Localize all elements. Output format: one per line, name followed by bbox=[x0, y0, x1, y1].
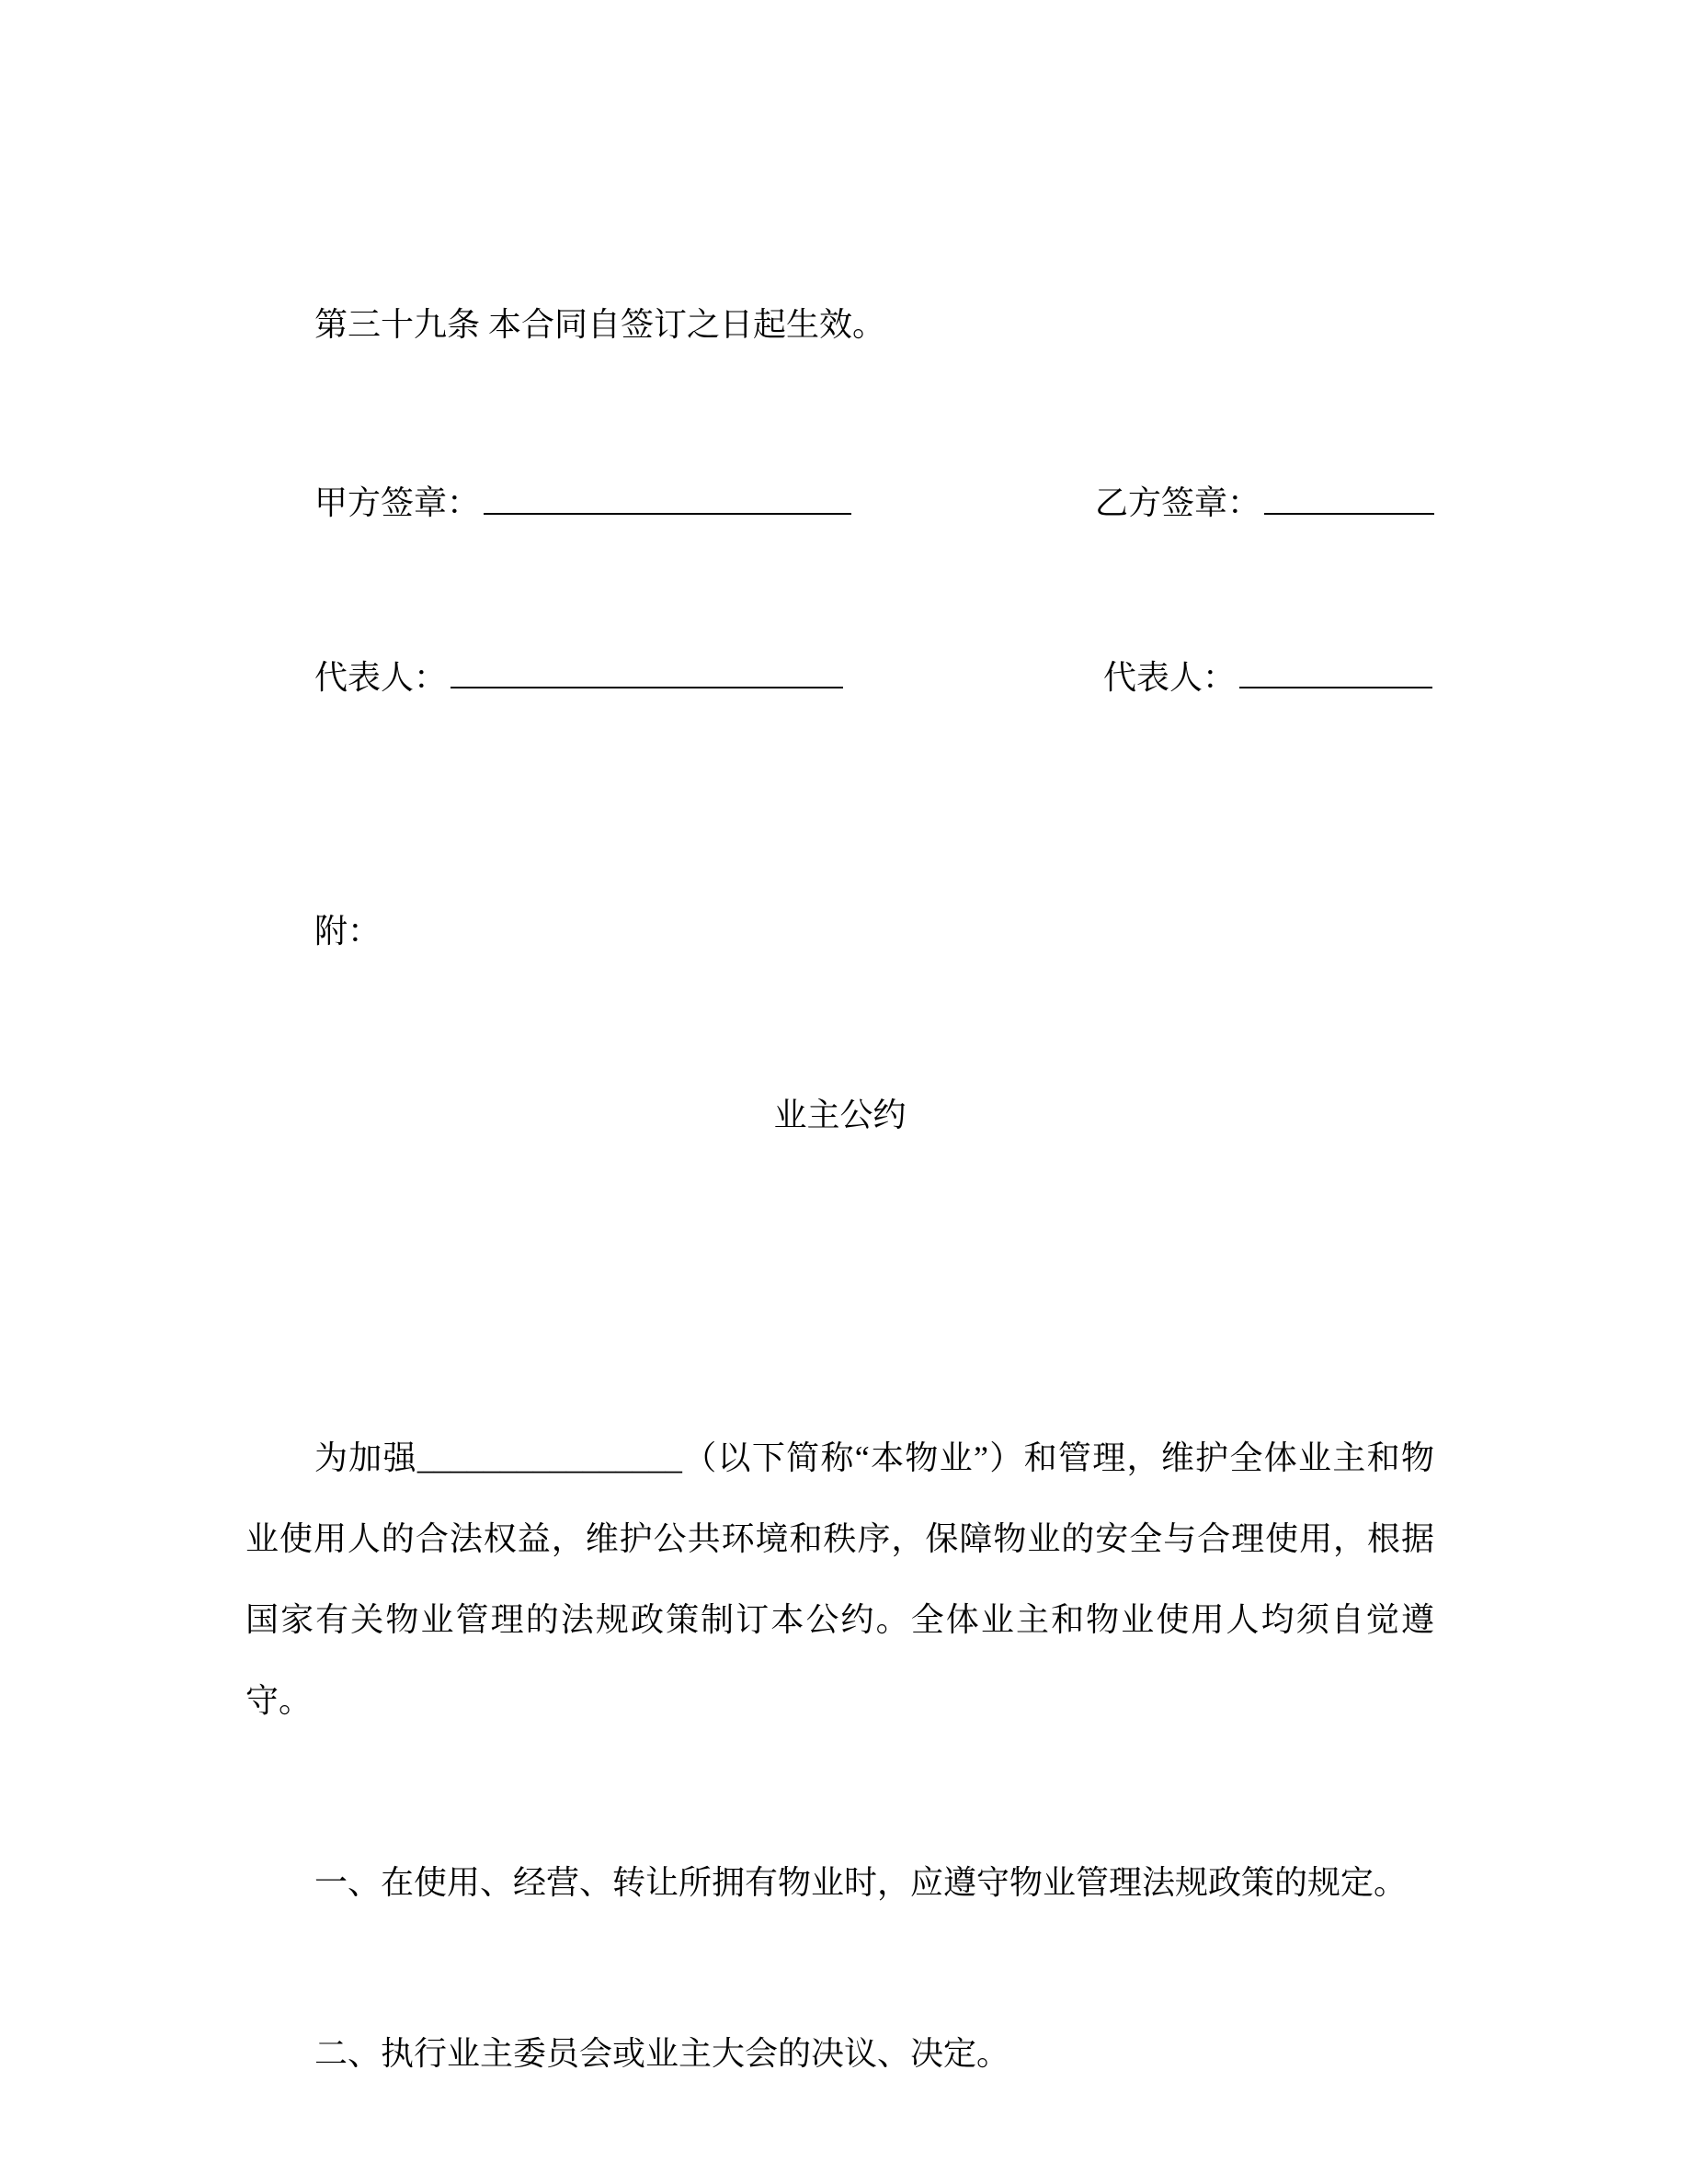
party-b-rep-label: 代表人： bbox=[1103, 659, 1237, 697]
clause-1-text: 一、在使用、经营、转让所拥有物业时，应遵守物业管理法规政策的规定。 bbox=[314, 1864, 1408, 1902]
clause-2-text: 二、执行业主委员会或业主大会的决议、决定。 bbox=[314, 2034, 1010, 2072]
party-a-rep-blank-line bbox=[451, 655, 843, 688]
party-a-rep-label: 代表人： bbox=[314, 659, 448, 697]
intro-paragraph: 为加强________________（以下简称“本物业”）和管理，维护全体业主和物业使用人的合法权益，维护公共环境和秩序，保障物业的安全与合理使用，根据国家有关物业管理的法规政策制订本公约。全体业主和物业使用人均须自觉遵守。 bbox=[245, 1439, 1434, 1720]
party-b-seal-label: 乙方签章： bbox=[1094, 484, 1260, 522]
party-b-seal-cell bbox=[1095, 481, 1434, 523]
party-a-seal-label: 甲方签章： bbox=[314, 484, 481, 522]
party-b-seal-blank-line bbox=[1264, 481, 1434, 514]
seal-signature-row bbox=[245, 481, 1434, 523]
party-a-seal-cell bbox=[245, 481, 1095, 523]
party-a-rep-cell bbox=[245, 655, 1103, 698]
party-b-rep-cell bbox=[1103, 655, 1434, 698]
attachment-label: 附： bbox=[314, 912, 382, 950]
representative-row bbox=[245, 655, 1434, 698]
party-b-rep-blank-line bbox=[1239, 655, 1432, 688]
covenant-title: 业主公约 bbox=[773, 1096, 907, 1133]
party-a-seal-blank-line bbox=[484, 481, 851, 514]
article-39-text: 第三十九条 本合同自签订之日起生效。 bbox=[314, 306, 886, 343]
